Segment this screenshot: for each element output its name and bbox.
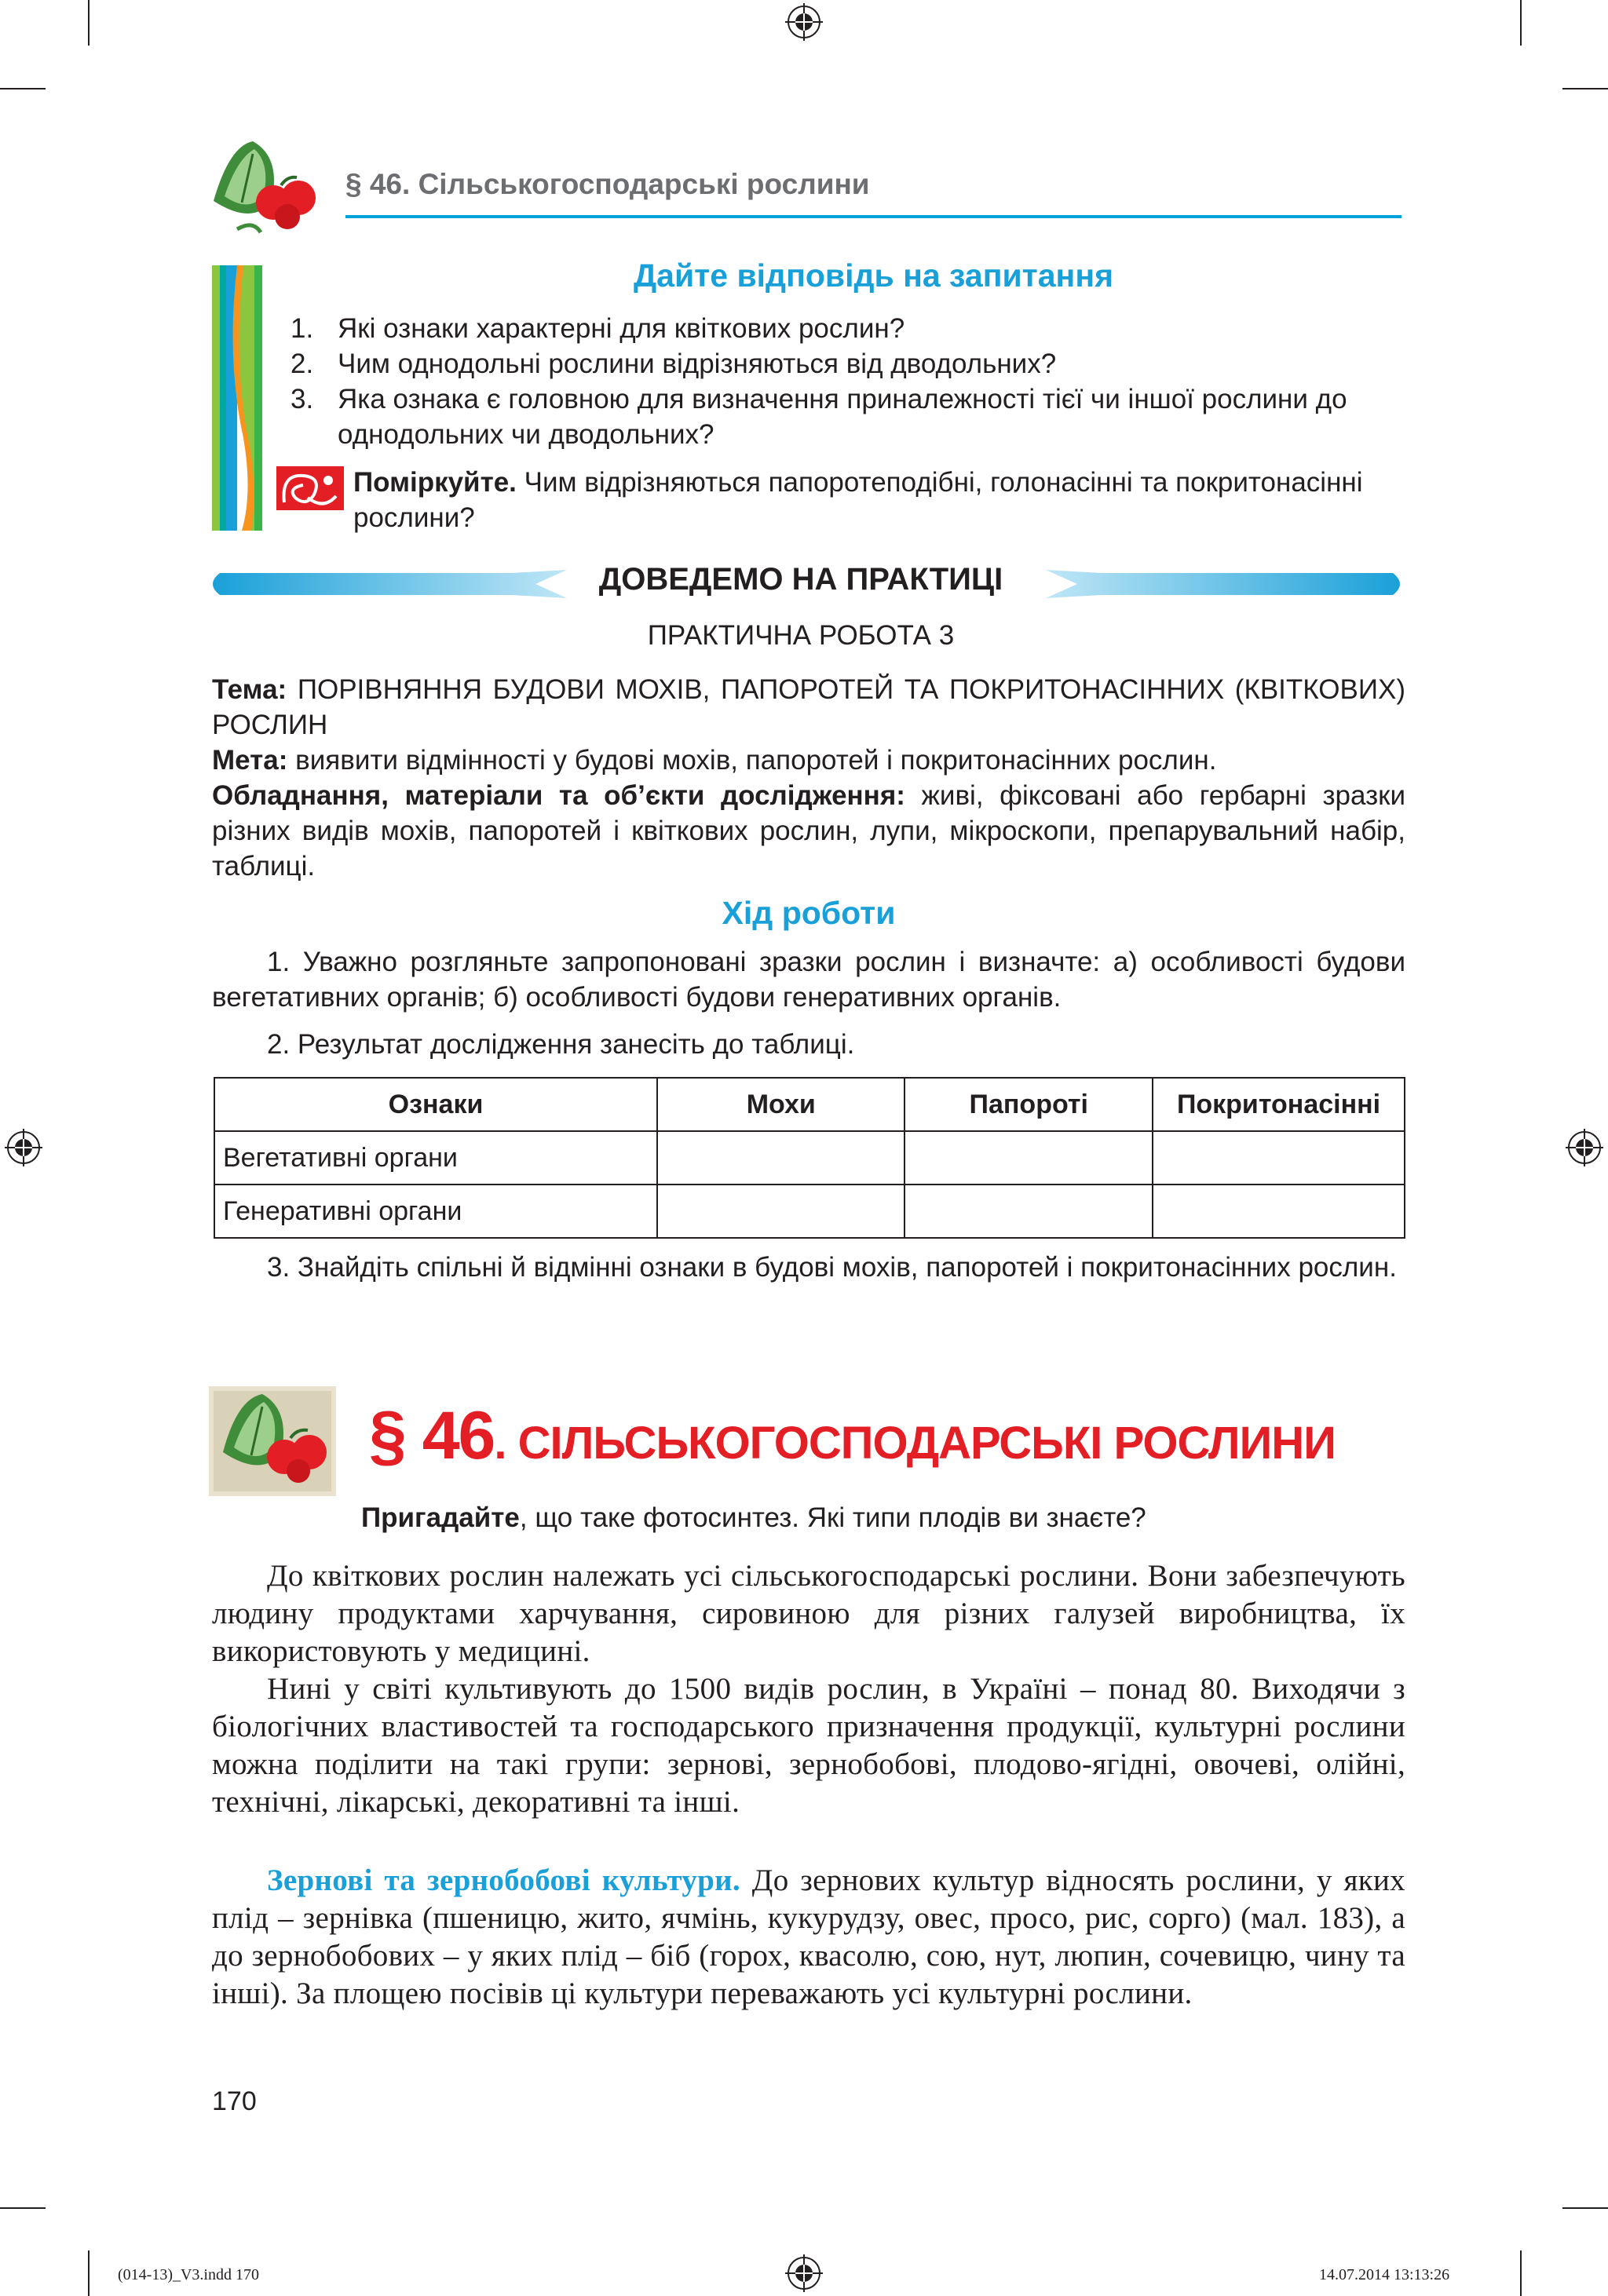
registration-mark-icon [1566, 1129, 1603, 1166]
equipment-text: живі, фіксовані або гербарні зразки різних видів мохів, папоротей і квіткових рослин, лупи, мікроскопи, препарувальний набір, таблиці. [212, 780, 1406, 882]
table-row [214, 1185, 1405, 1238]
question-number: 2. [291, 349, 314, 379]
crop-mark [0, 2207, 46, 2209]
recall-label: Пригадайте [361, 1502, 520, 1533]
table-cell: Генеративні органи [214, 1185, 657, 1238]
work-procedure-heading: Хід роботи [722, 895, 896, 931]
think-icon [276, 466, 344, 510]
section-number: § 46 [369, 1398, 495, 1473]
questions-list [291, 311, 1405, 452]
table-row [214, 1131, 1405, 1185]
registration-mark-icon [785, 3, 823, 41]
goal-text: виявити відмінності у будові мохів, папоротей і покритонасінних рослин. [287, 745, 1217, 776]
crop-mark [88, 2250, 90, 2296]
table-header-row [214, 1078, 1405, 1131]
recall-text: , що таке фотосинтез. Які типи плодів ви знаєте? [519, 1502, 1146, 1533]
questions-heading: Дайте відповідь на запитання [633, 257, 1114, 294]
question-item [291, 311, 1405, 346]
side-ribbon-decoration [212, 265, 262, 531]
registration-mark-icon [5, 1129, 42, 1166]
crop-mark [1520, 0, 1522, 46]
practice-banner-title: ДОВЕДЕМО НА ПРАКТИЦІ [598, 562, 1003, 597]
table-cell: Вегетативні органи [214, 1131, 657, 1185]
body-paragraph-3 [212, 1862, 1405, 2013]
goal-label: Мета: [212, 745, 288, 776]
table-cell [904, 1131, 1153, 1185]
running-header-title: § 46. Сільськогосподарські рослини [345, 168, 870, 200]
practice-topic [212, 672, 1405, 743]
practical-work-number: ПРАКТИЧНА РОБОТА 3 [647, 620, 955, 651]
equipment-label: Обладнання, матеріали та об’єкти дослідження: [212, 780, 905, 811]
results-table [214, 1077, 1405, 1239]
highlight-term: Зернові та зернобобові культури. [267, 1863, 740, 1897]
table-cell [1153, 1185, 1405, 1238]
question-text: Чим однодольні рослини відрізняються від дводольних? [338, 349, 1057, 379]
practice-goal [212, 743, 1405, 778]
think-prompt [353, 465, 1405, 535]
table-header-cell: Папороті [904, 1078, 1153, 1131]
procedure-step-3: 3. Знайдіть спільні й відмінні ознаки в будові мохів, папоротей і покритонасінних рослин. [267, 1252, 1397, 1283]
question-number: 1. [291, 313, 314, 344]
procedure-step-2: 2. Результат дослідження занесіть до таблиці. [267, 1029, 855, 1060]
section-emblem-icon [209, 1386, 336, 1496]
practice-equipment [212, 778, 1405, 884]
crop-mark [1562, 88, 1608, 89]
footer-file-info: (014-13)_V3.indd 170 [118, 2266, 259, 2283]
leaf-berry-emblem-icon [206, 138, 320, 240]
question-number: 3. [291, 384, 314, 414]
procedure-step-1: 1. Уважно розгляньте запропоновані зразки рослин і визначте: а) особливості будови вегетативних органів; б) особливості будови генеративних органів. [212, 947, 1405, 1013]
footer-timestamp: 14.07.2014 13:13:26 [1319, 2266, 1450, 2283]
registration-mark-icon [785, 2254, 823, 2292]
header-rule [345, 215, 1402, 218]
crop-mark [1562, 2207, 1608, 2209]
table-header-cell: Мохи [657, 1078, 904, 1131]
table-cell [1153, 1131, 1405, 1185]
question-item [291, 346, 1405, 381]
question-item [291, 381, 1405, 452]
table-cell [657, 1185, 904, 1238]
body-paragraph-1: До квіткових рослин належать усі сільськогосподарські рослини. Вони забезпечують людину продуктами харчування, сировиною для різних галузей виробництва, їх використовують у медицині. [212, 1559, 1405, 1668]
topic-label: Тема: [212, 674, 287, 705]
think-label: Поміркуйте. [353, 467, 517, 498]
recall-prompt [361, 1502, 1146, 1534]
crop-mark [1520, 2250, 1522, 2296]
page-number: 170 [212, 2086, 257, 2116]
paragraph-text: До зернових культур відносять рослини, у яких плід – зернівка (пшеницю, жито, ячмінь, кукурудзу, овес, просо, рис, сорго) (мал. 183), а до зернобобових – у яких плід – біб (горох, квасолю, сою, нут, люпин, сочевицю, чину та інші). За площею посівів ці культури переважають усі культурні рослини. [212, 1863, 1405, 2010]
crop-mark [0, 88, 46, 89]
section-title [369, 1397, 1336, 1475]
question-text: Яка ознака є головною для визначення приналежності тієї чи іншої рослини до однодольних чи дводольних? [338, 384, 1347, 450]
table-cell [904, 1185, 1153, 1238]
topic-text: ПОРІВНЯННЯ БУДОВИ МОХІВ, ПАПОРОТЕЙ ТА ПОКРИТОНАСІННИХ (КВІТКОВИХ) РОСЛИН [212, 674, 1405, 740]
table-cell [657, 1131, 904, 1185]
section-title-text: . СІЛЬСЬКОГОСПОДАРСЬКІ РОСЛИНИ [494, 1418, 1336, 1469]
body-paragraph-2: Нині у світі культивують до 1500 видів рослин, в Україні – понад 80. Виходячи з біологічних властивостей та господарського призначення продукції, культурні рослини можна поділити на такі групи: зернові, зернобобові, плодово-ягідні, овочеві, олійні, технічні, лікарські, декоративні та інші. [212, 1672, 1405, 1819]
crop-mark [88, 0, 90, 46]
table-header-cell: Покритонасінні [1153, 1078, 1405, 1131]
question-text: Які ознаки характерні для квіткових рослин? [338, 313, 905, 344]
think-text: Чим відрізняються папоротеподібні, голонасінні та покритонасінні рослини? [353, 467, 1363, 533]
table-header-cell: Ознаки [214, 1078, 657, 1131]
